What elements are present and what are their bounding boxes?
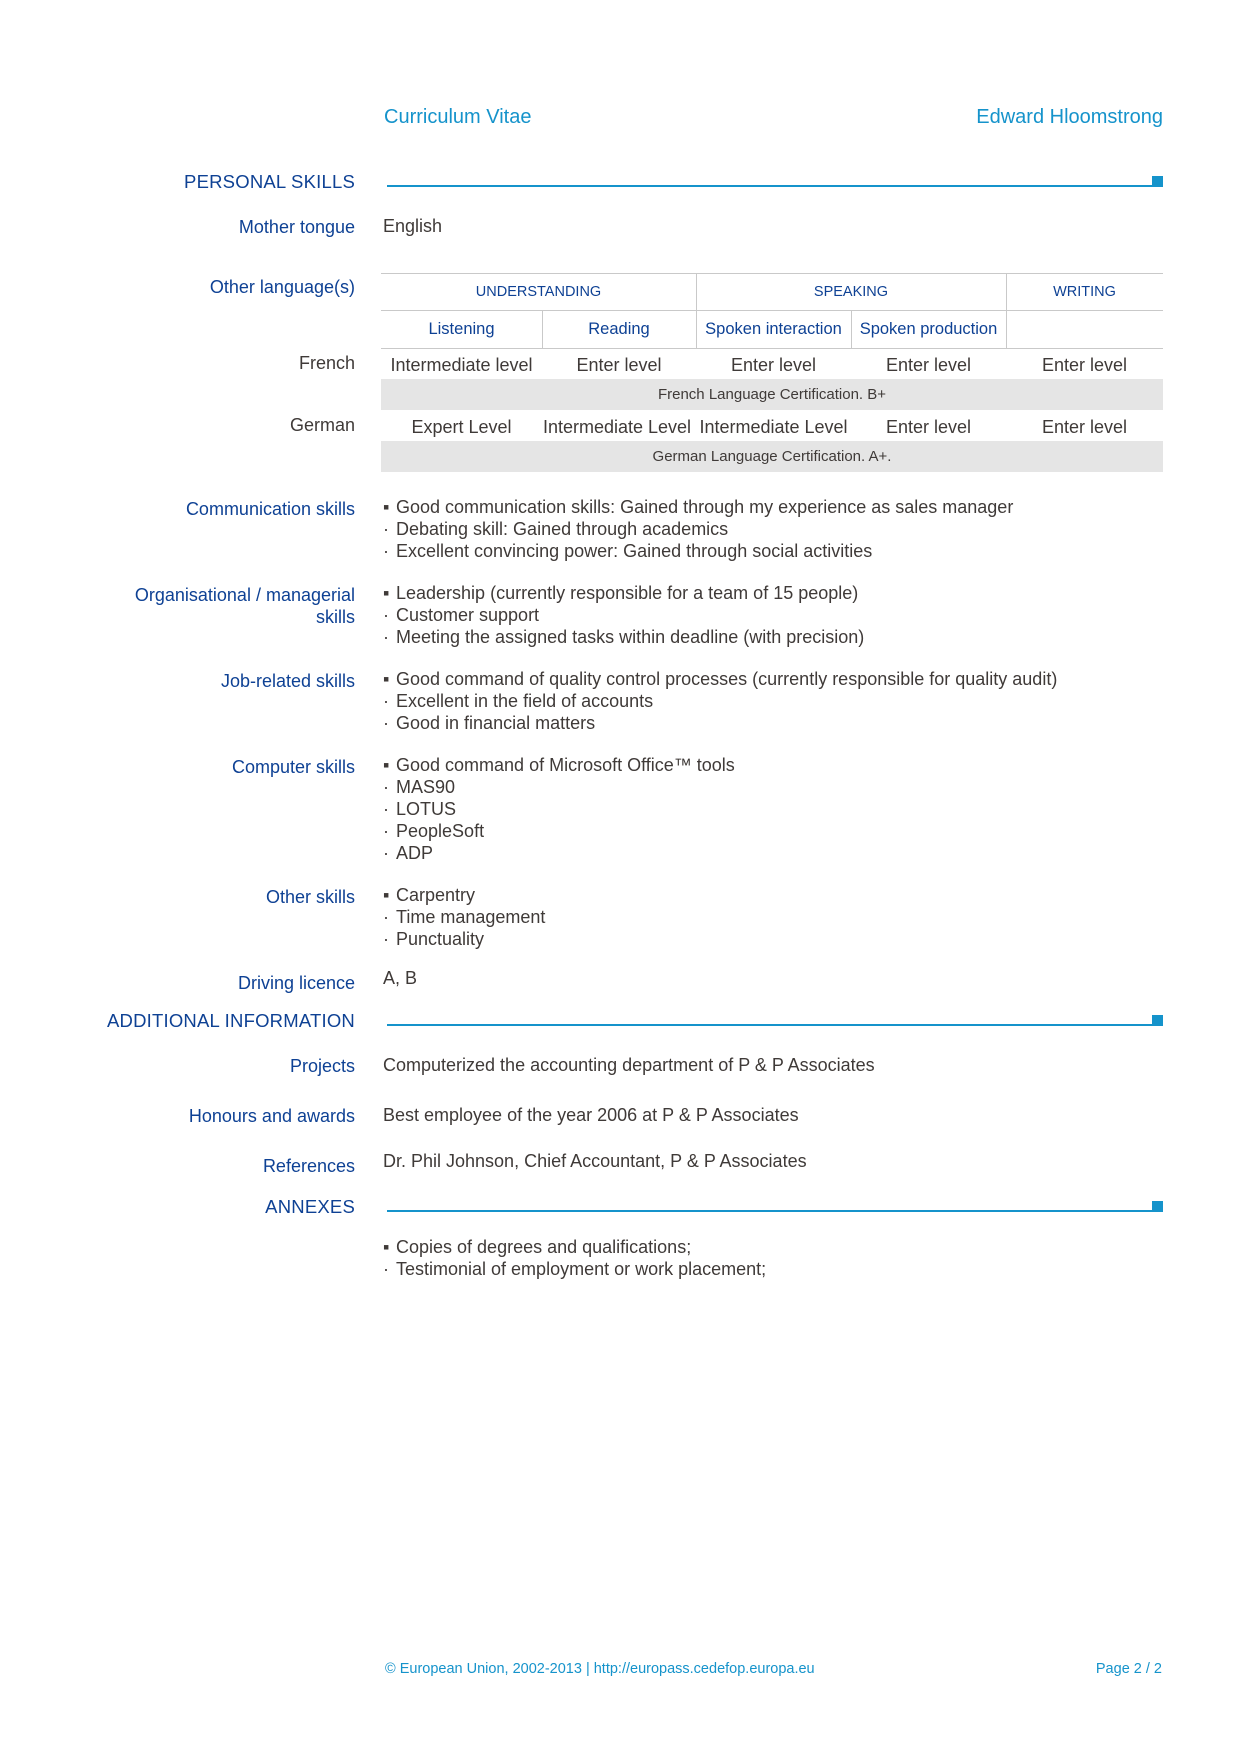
german-reading: Intermediate Level — [542, 417, 692, 437]
header-writing: WRITING — [1053, 284, 1116, 300]
driving-licence-value: A, B — [383, 968, 418, 988]
section-rule-square — [1152, 1015, 1163, 1026]
header-speaking: SPEAKING — [813, 284, 889, 300]
header-understanding: UNDERSTANDING — [475, 284, 602, 300]
section-rule — [387, 185, 1163, 187]
mother-tongue-label: Mother tongue — [238, 217, 355, 237]
job-related-skills-label: Job-related skills — [220, 671, 355, 691]
document-title: Curriculum Vitae — [384, 106, 532, 128]
french-spoken-interaction: Enter level — [730, 355, 817, 375]
projects-label: Projects — [289, 1056, 355, 1076]
list-item: ▪ Good command of quality control processes (currently responsible for quality audit) — [383, 669, 1058, 689]
other-languages-label: Other language(s) — [209, 277, 355, 297]
honours-awards-value: Best employee of the year 2006 at P & P Associates — [383, 1105, 799, 1125]
subheader-listening: Listening — [428, 320, 495, 338]
computer-skills-list — [383, 754, 735, 864]
annexes-list — [383, 1236, 766, 1280]
computer-skills-label: Computer skills — [231, 757, 355, 777]
list-item: · Excellent in the field of accounts — [383, 691, 654, 711]
section-annexes: ANNEXES — [265, 1196, 355, 1217]
projects-value: Computerized the accounting department of P & P Associates — [383, 1055, 875, 1075]
language-name-german: German — [289, 415, 355, 435]
german-listening: Expert Level — [411, 417, 512, 437]
job-related-skills-list — [383, 668, 1057, 734]
list-item: ▪ Copies of degrees and qualifications; — [383, 1237, 692, 1257]
list-item: · Meeting the assigned tasks within deadline (with precision) — [383, 627, 865, 647]
section-rule — [387, 1024, 1163, 1026]
list-item: · Time management — [383, 907, 546, 927]
french-reading: Enter level — [576, 355, 662, 375]
section-rule-square — [1152, 1201, 1163, 1212]
list-item: ▪ Leadership (currently responsible for a team of 15 people) — [383, 583, 859, 603]
german-spoken-interaction: Intermediate Level — [699, 417, 848, 437]
communication-skills-list — [383, 496, 1013, 562]
subheader-reading: Reading — [588, 320, 650, 338]
list-item: · Debating skill: Gained through academics — [383, 519, 729, 539]
list-item: · Good in financial matters — [383, 713, 596, 733]
french-spoken-production: Enter level — [885, 355, 972, 375]
section-personal-skills: PERSONAL SKILLS — [184, 171, 355, 192]
person-name: Edward Hloomstrong — [976, 106, 1163, 128]
other-skills-list — [383, 884, 545, 950]
list-item: ▪ Carpentry — [383, 885, 476, 905]
section-rule — [387, 1210, 1163, 1212]
mother-tongue-value: English — [383, 216, 443, 236]
list-item: · ADP — [383, 843, 434, 863]
section-rule-square — [1152, 176, 1163, 187]
footer-page-number: Page 2 / 2 — [1095, 1661, 1162, 1677]
german-certificate: German Language Certification. A+. — [381, 441, 1163, 472]
references-value: Dr. Phil Johnson, Chief Accountant, P & P Associates — [383, 1151, 807, 1171]
references-label: References — [262, 1156, 355, 1176]
list-item: · Customer support — [383, 605, 540, 625]
list-item: · MAS90 — [383, 777, 456, 797]
french-writing: Enter level — [1041, 355, 1128, 375]
subheader-spoken-interaction: Spoken interaction — [705, 320, 842, 338]
language-name-french: French — [298, 353, 355, 373]
section-additional-information: ADDITIONAL INFORMATION — [107, 1010, 355, 1031]
german-spoken-production: Enter level — [885, 417, 972, 437]
communication-skills-label: Communication skills — [185, 499, 355, 519]
list-item: ▪ Good command of Microsoft Office™ tools — [383, 755, 735, 775]
driving-licence-label: Driving licence — [237, 973, 355, 993]
list-item: · Excellent convincing power: Gained through social activities — [383, 541, 873, 561]
other-skills-label: Other skills — [265, 887, 355, 907]
honours-awards-label: Honours and awards — [188, 1106, 355, 1126]
list-item: · PeopleSoft — [383, 821, 485, 841]
organisational-skills-list — [383, 582, 864, 648]
german-writing: Enter level — [1041, 417, 1128, 437]
french-certificate: French Language Certification. B+ — [381, 379, 1163, 410]
footer-copyright: © European Union, 2002-2013 | http://europass.cedefop.europa.eu — [385, 1661, 815, 1677]
subheader-spoken-production: Spoken production — [859, 320, 998, 338]
list-item: · Punctuality — [383, 929, 485, 949]
organisational-skills-label: Organisational / managerial skills — [134, 585, 355, 627]
french-listening: Intermediate level — [390, 355, 533, 375]
list-item: · LOTUS — [383, 799, 457, 819]
list-item: · Testimonial of employment or work placement; — [383, 1259, 767, 1279]
list-item: ▪ Good communication skills: Gained through my experience as sales manager — [383, 497, 1014, 517]
